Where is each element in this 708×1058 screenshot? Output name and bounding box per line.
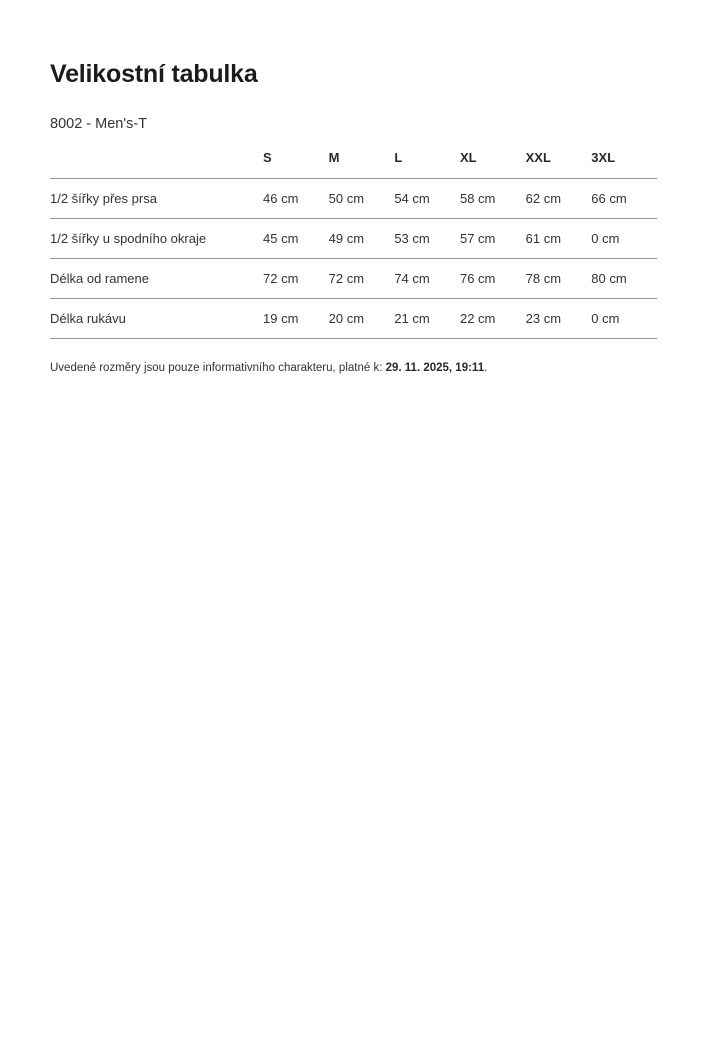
column-header-xl: XL [460,150,526,179]
cell-value: 58 cm [460,179,526,219]
row-label: Délka od ramene [50,259,263,299]
size-table-header-row [50,150,657,179]
column-header-3xl: 3XL [591,150,657,179]
row-label: Délka rukávu [50,299,263,339]
cell-value: 22 cm [460,299,526,339]
row-label: 1/2 šířky u spodního okraje [50,219,263,259]
column-header-s: S [263,150,329,179]
cell-value: 45 cm [263,219,329,259]
row-label: 1/2 šířky přes prsa [50,179,263,219]
cell-value: 72 cm [329,259,395,299]
footnote-suffix: . [484,362,488,375]
footnote-valid-datetime: 29. 11. 2025, 19:11 [385,362,485,375]
cell-value: 76 cm [460,259,526,299]
cell-value: 54 cm [394,179,460,219]
cell-value: 78 cm [526,259,592,299]
size-table [50,150,657,339]
footnote [50,360,657,376]
table-row [50,179,657,219]
cell-value: 61 cm [526,219,592,259]
cell-value: 46 cm [263,179,329,219]
cell-value: 53 cm [394,219,460,259]
cell-value: 80 cm [591,259,657,299]
cell-value: 20 cm [329,299,395,339]
cell-value: 50 cm [329,179,395,219]
cell-value: 62 cm [526,179,592,219]
table-row [50,219,657,259]
table-row [50,299,657,339]
column-header-l: L [394,150,460,179]
cell-value: 74 cm [394,259,460,299]
cell-value: 66 cm [591,179,657,219]
cell-value: 0 cm [591,299,657,339]
cell-value: 49 cm [329,219,395,259]
footnote-text: Uvedené rozměry jsou pouze informativního charakteru, platné k: [50,362,383,375]
size-chart-page [0,58,708,376]
cell-value: 0 cm [591,219,657,259]
column-header-m: M [329,150,395,179]
column-header-xxl: XXL [526,150,592,179]
cell-value: 21 cm [394,299,460,339]
cell-value: 57 cm [460,219,526,259]
cell-value: 23 cm [526,299,592,339]
page-title: Velikostní tabulka [50,60,258,88]
product-name: 8002 - Men's-T [50,115,148,132]
cell-value: 19 cm [263,299,329,339]
cell-value: 72 cm [263,259,329,299]
table-row [50,259,657,299]
measurement-column-header [50,150,263,179]
